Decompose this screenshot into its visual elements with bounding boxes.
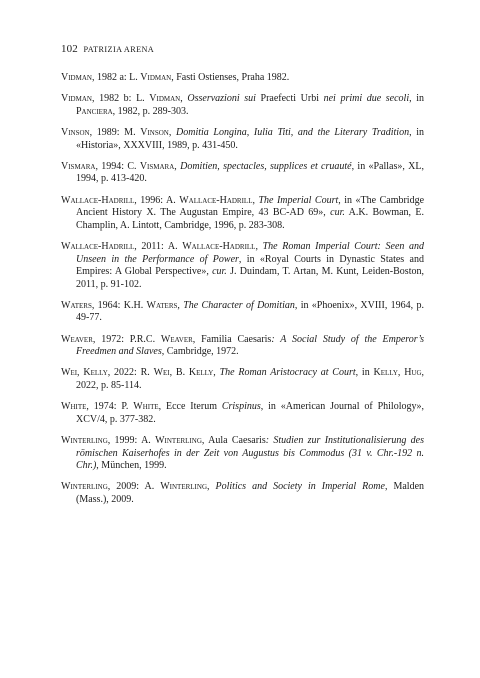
- author-name: Winterling: [61, 481, 108, 493]
- bibliography-entry: [61, 481, 424, 506]
- author-name: Wallace-Hadrill: [61, 240, 135, 252]
- reference-text: , 2011: A.: [134, 240, 183, 252]
- author-name: Panciera: [76, 105, 113, 117]
- author-name: Vismara: [139, 160, 175, 172]
- reference-text: , Cambridge, 1972.: [161, 346, 239, 358]
- reference-text: ,: [177, 299, 184, 311]
- title-text: The Imperial Court: [258, 194, 339, 206]
- reference-text: ,: [213, 367, 220, 379]
- reference-text: , Malden (Mass.), 2009.: [76, 481, 425, 505]
- reference-text: , B.: [169, 367, 189, 379]
- title-text: The Character of Domitian: [183, 299, 295, 311]
- author-name: White: [133, 401, 159, 413]
- reference-text: J. Duindam, T. Artan, M. Kunt, Leiden-Boston, 2011, p. 91-102.: [76, 266, 424, 290]
- bibliography-entry: [61, 195, 424, 233]
- running-head-author: PATRIZIA ARENA: [83, 45, 155, 54]
- reference-text: , 2022: R.: [107, 367, 154, 379]
- reference-text: , Ecce Iterum: [158, 401, 222, 413]
- reference-text: ,: [168, 126, 177, 138]
- reference-text: , Familia Caesaris: [192, 333, 272, 345]
- author-name: Kelly: [188, 367, 214, 379]
- title-text: : Studien zur Institutionalisierung des römischen Kaiserhofes in der Zeit von Augustus bis Commodus (31 v. Chr.-192 n. Chr.): [76, 435, 425, 472]
- reference-text: , 1982 a: L.: [91, 72, 141, 83]
- reference-text: , in «Pallas», XL, 1994, p. 413-420.: [76, 160, 425, 185]
- author-name: Waters: [61, 299, 92, 311]
- author-name: Kelly: [373, 367, 398, 379]
- author-name: Vismara: [61, 160, 96, 172]
- author-name: Vidman: [149, 93, 181, 105]
- reference-text: , 1964: K.H.: [91, 299, 147, 311]
- reference-text: , in «Phoenix», XVIII, 1964, p. 49-77.: [76, 299, 424, 324]
- author-name: Winterling: [155, 435, 202, 446]
- reference-text: ,: [252, 194, 259, 206]
- bibliography-entry: [61, 300, 424, 325]
- title-text: The Roman Imperial Court: Seen and Unseen in the Performance of Power: [76, 240, 424, 265]
- reference-text: , 2022, p. 85-114.: [76, 367, 425, 392]
- reference-text: A.K. Bowman, E. Champlin, A. Lintott, Cambridge, 1996, p. 283-308.: [76, 207, 425, 231]
- reference-text: , 1994: C.: [95, 160, 140, 172]
- reference-text: , in «Royal Courts in Dynastic States and Empires: A Global Perspective»,: [76, 253, 424, 278]
- author-name: Weaver: [160, 333, 193, 345]
- author-name: Weaver: [61, 333, 93, 345]
- reference-text: , in «American Journal of Philology», XCV/4, p. 377-382.: [76, 401, 424, 425]
- title-text: The Roman Aristocracy at Court: [219, 367, 356, 379]
- author-name: Winterling: [160, 481, 207, 493]
- reference-text: , 1989: M.: [89, 126, 141, 138]
- bibliography-entry: [61, 72, 424, 85]
- title-text: cur.: [212, 266, 227, 278]
- reference-text: , in «Historia», XXXVIII, 1989, p. 431-450.: [76, 126, 425, 151]
- author-name: Vinson: [61, 126, 90, 138]
- bibliography-entry: [61, 161, 424, 186]
- reference-text: , 1982, p. 289-303.: [112, 105, 189, 117]
- reference-text: ,: [207, 481, 216, 493]
- author-name: Wallace-Hadrill: [182, 240, 256, 252]
- reference-text: ,: [180, 93, 188, 105]
- reference-text: ,: [397, 367, 405, 379]
- reference-text: , 1999: A.: [107, 435, 156, 446]
- author-name: Wei: [61, 367, 78, 379]
- bibliography-entry: [61, 367, 424, 392]
- author-name: Vinson: [140, 126, 169, 138]
- reference-text: , Fasti Ostienses, Praha 1982.: [171, 72, 290, 83]
- bibliography-entry: [61, 241, 424, 291]
- reference-text: , München, 1999.: [96, 460, 167, 472]
- reference-text: , in: [409, 93, 425, 105]
- bibliography-entry: [61, 401, 424, 426]
- author-name: White: [61, 401, 87, 413]
- reference-text: , 1996: A.: [134, 194, 180, 206]
- page-number: 102: [61, 43, 78, 55]
- author-name: Kelly: [83, 367, 108, 379]
- reference-text: , Aula Caesaris: [201, 435, 266, 446]
- author-name: Waters: [146, 299, 178, 311]
- reference-text: , in «The Cambridge Ancient History X. The Augustan Empire, 43 BC-AD 69»,: [76, 194, 425, 219]
- author-name: Hug: [404, 367, 422, 379]
- reference-text: , 1982 b: L.: [91, 93, 150, 105]
- reference-text: , in: [355, 367, 374, 379]
- bibliography-entry: [61, 435, 424, 473]
- title-text: Osservazioni sui: [187, 93, 256, 105]
- bibliography-list: [61, 72, 424, 515]
- bibliography-entry: [61, 334, 424, 359]
- author-name: Wallace-Hadrill: [179, 194, 253, 206]
- reference-text: ,: [174, 160, 181, 172]
- reference-text: Praefecti Urbi: [255, 93, 324, 105]
- title-text: : A Social Study of the Emperor’s Freedmen and Slaves: [76, 333, 424, 358]
- reference-text: , 1972: P.R.C.: [92, 333, 161, 345]
- title-text: Crispinus: [221, 401, 261, 413]
- title-text: Domitien, spectacles, supplices et cruauté: [180, 160, 352, 172]
- author-name: Vidman: [140, 72, 172, 83]
- reference-text: ,: [77, 367, 84, 379]
- title-text: cur.: [330, 207, 345, 219]
- author-name: Winterling: [61, 435, 108, 446]
- bibliography-entry: [61, 127, 424, 152]
- reference-text: ,: [255, 240, 263, 252]
- author-name: Vidman: [61, 93, 92, 105]
- reference-text: , 2009: A.: [107, 481, 161, 493]
- title-text: Domitia Longina, Iulia Titi, and the Literary Tradition: [176, 126, 410, 138]
- author-name: Wei: [153, 367, 170, 379]
- title-text: Politics and Society in Imperial Rome: [215, 481, 385, 493]
- running-head: [61, 43, 154, 55]
- title-text: nei primi due secoli: [323, 93, 410, 105]
- author-name: Vidman: [61, 72, 92, 83]
- reference-text: , 1974: P.: [86, 401, 134, 413]
- author-name: Wallace-Hadrill: [61, 194, 135, 206]
- bibliography-entry: [61, 93, 424, 118]
